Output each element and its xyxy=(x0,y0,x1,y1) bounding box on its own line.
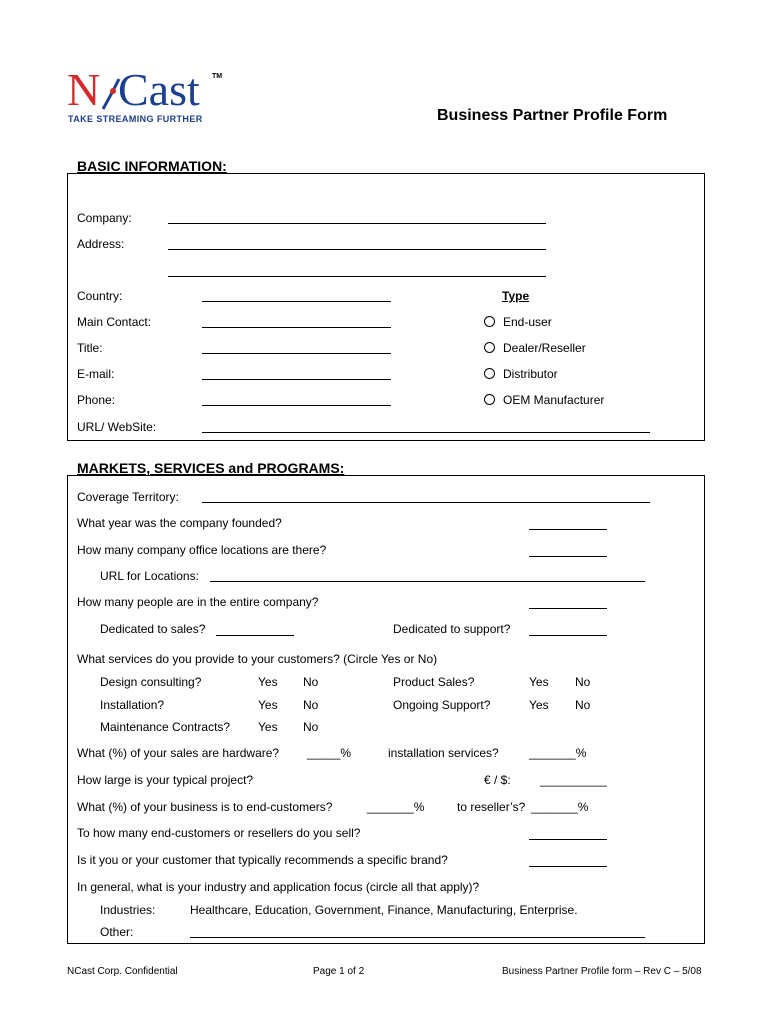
type-heading: Type xyxy=(502,289,530,303)
dedicated-support-label: Dedicated to support? xyxy=(393,622,511,636)
resellers-field[interactable]: _______% xyxy=(531,800,589,814)
people-question: How many people are in the entire company? xyxy=(77,595,319,609)
hardware-field[interactable]: _____% xyxy=(307,746,352,760)
other-label: Other: xyxy=(100,925,134,939)
logo-letter-n: N xyxy=(67,64,101,115)
sell-to-question: To how many end-customers or resellers do you sell? xyxy=(77,826,361,840)
address-field-1[interactable] xyxy=(168,249,546,250)
url-locations-field[interactable] xyxy=(210,581,645,582)
installation-services-field[interactable]: _______% xyxy=(529,746,587,760)
dedicated-sales-field[interactable] xyxy=(216,635,294,636)
basic-info-box xyxy=(67,173,705,441)
type-option-label: End-user xyxy=(503,315,552,329)
company-label: Company: xyxy=(77,211,132,225)
year-founded-field[interactable] xyxy=(529,529,607,530)
type-option-label: Dealer/Reseller xyxy=(503,341,586,355)
type-option-oem[interactable] xyxy=(484,393,604,407)
service-ongoing-support: Ongoing Support? xyxy=(393,698,491,712)
maintenance-no[interactable]: No xyxy=(303,720,319,734)
resellers-question: to reseller’s? xyxy=(457,800,526,814)
ongoing-support-yes[interactable]: Yes xyxy=(529,698,549,712)
service-maintenance: Maintenance Contracts? xyxy=(100,720,231,734)
radio-icon[interactable] xyxy=(484,316,495,327)
dedicated-support-field[interactable] xyxy=(529,635,607,636)
services-question: What services do you provide to your customers? (Circle Yes or No) xyxy=(77,652,438,666)
product-sales-no[interactable]: No xyxy=(575,675,591,689)
coverage-label: Coverage Territory: xyxy=(77,490,179,504)
type-option-label: OEM Manufacturer xyxy=(503,393,605,407)
office-count-question: How many company office locations are there? xyxy=(77,543,327,557)
phone-label: Phone: xyxy=(77,393,116,407)
radio-icon[interactable] xyxy=(484,394,495,405)
hardware-question: What (%) of your sales are hardware? xyxy=(77,746,280,760)
project-size-field[interactable]: __________ xyxy=(540,773,607,787)
type-option-end-user[interactable] xyxy=(484,315,552,329)
country-field[interactable] xyxy=(202,301,391,302)
title-label: Title: xyxy=(77,341,103,355)
installation-services-question: installation services? xyxy=(388,746,499,760)
design-no[interactable]: No xyxy=(303,675,319,689)
main-contact-label: Main Contact: xyxy=(77,315,152,329)
type-option-label: Distributor xyxy=(503,367,558,381)
service-design-consulting: Design consulting? xyxy=(100,675,202,689)
maintenance-yes[interactable]: Yes xyxy=(258,720,278,734)
type-option-distributor[interactable] xyxy=(484,367,558,381)
focus-question: In general, what is your industry and application focus (circle all that apply)? xyxy=(77,880,480,894)
dedicated-sales-label: Dedicated to sales? xyxy=(100,622,206,636)
industries-options[interactable]: Healthcare, Education, Government, Finance, Manufacturing, Enterprise. xyxy=(190,903,578,917)
email-field[interactable] xyxy=(202,379,391,380)
address-field-2[interactable] xyxy=(168,276,546,277)
url-field[interactable] xyxy=(202,432,650,433)
brand-question: Is it you or your customer that typically recommends a specific brand? xyxy=(77,853,448,867)
footer-confidential: NCast Corp. Confidential xyxy=(67,966,178,977)
logo-tagline: TAKE STREAMING FURTHER xyxy=(68,114,203,124)
title-field[interactable] xyxy=(202,353,391,354)
footer-revision: Business Partner Profile form – Rev C – 5/08 xyxy=(502,966,702,977)
office-count-field[interactable] xyxy=(529,556,607,557)
service-installation: Installation? xyxy=(100,698,165,712)
industries-label: Industries: xyxy=(100,903,156,917)
address-label: Address: xyxy=(77,237,125,251)
other-field[interactable] xyxy=(190,937,645,938)
ongoing-support-no[interactable]: No xyxy=(575,698,591,712)
service-product-sales: Product Sales? xyxy=(393,675,475,689)
end-customers-question: What (%) of your business is to end-customers? xyxy=(77,800,333,814)
country-label: Country: xyxy=(77,289,123,303)
radio-icon[interactable] xyxy=(484,342,495,353)
currency-label: € / $: xyxy=(484,773,511,787)
phone-field[interactable] xyxy=(202,405,391,406)
design-yes[interactable]: Yes xyxy=(258,675,278,689)
installation-no[interactable]: No xyxy=(303,698,319,712)
form-title: Business Partner Profile Form xyxy=(437,107,668,124)
type-option-dealer[interactable] xyxy=(484,341,586,355)
main-contact-field[interactable] xyxy=(202,327,391,328)
markets-section-heading: MARKETS, SERVICES and PROGRAMS: xyxy=(77,460,345,476)
installation-yes[interactable]: Yes xyxy=(258,698,278,712)
year-founded-question: What year was the company founded? xyxy=(77,516,282,530)
logo-letters-cast: Cast xyxy=(118,64,200,115)
product-sales-yes[interactable]: Yes xyxy=(529,675,549,689)
url-label: URL/ WebSite: xyxy=(77,420,157,434)
company-field[interactable] xyxy=(168,223,546,224)
email-label: E-mail: xyxy=(77,367,115,381)
footer-page-number: Page 1 of 2 xyxy=(313,966,365,977)
project-size-question: How large is your typical project? xyxy=(77,773,254,787)
sell-to-field[interactable] xyxy=(529,839,607,840)
end-customers-field[interactable]: _______% xyxy=(367,800,425,814)
coverage-field[interactable] xyxy=(202,502,650,503)
people-field[interactable] xyxy=(529,608,607,609)
logo-trademark: TM xyxy=(212,73,223,80)
radio-icon[interactable] xyxy=(484,368,495,379)
brand-field[interactable] xyxy=(529,866,607,867)
basic-section-heading: BASIC INFORMATION: xyxy=(77,158,227,174)
url-locations-label: URL for Locations: xyxy=(100,569,199,583)
